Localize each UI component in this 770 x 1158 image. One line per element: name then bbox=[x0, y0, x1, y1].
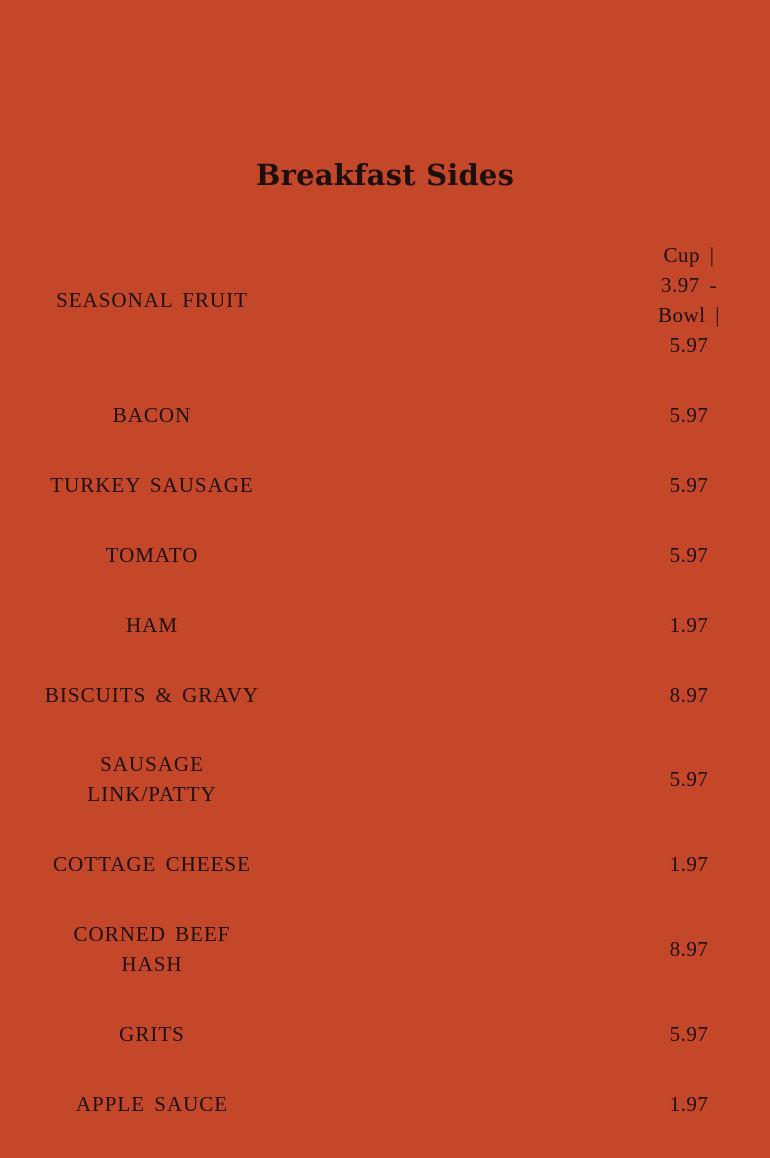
menu-item-price: 5.97 bbox=[669, 403, 709, 427]
menu-item-price: 5.97 bbox=[669, 767, 709, 791]
menu-item-price: Cup | 3.97 - Bowl | 5.97 bbox=[658, 243, 720, 357]
menu-item-name: TURKEY SAUSAGE bbox=[50, 473, 254, 497]
menu-item-name: COTTAGE CHEESE bbox=[53, 852, 251, 876]
menu-title: Breakfast Sides bbox=[255, 158, 515, 192]
menu-item-name: GRITS bbox=[119, 1022, 185, 1046]
menu-item-name: CORNED BEEF HASH bbox=[73, 922, 231, 976]
menu-item-name: SAUSAGE LINK/PATTY bbox=[87, 752, 217, 806]
menu-item-name: SEASONAL FRUIT bbox=[56, 288, 248, 312]
menu-item-name: HAM bbox=[125, 613, 178, 637]
menu-item-name: BISCUITS & GRAVY bbox=[44, 683, 260, 707]
menu-item-price: 5.97 bbox=[669, 473, 709, 497]
menu-item-name: TOMATO bbox=[105, 543, 199, 567]
menu-item-price: 1.97 bbox=[669, 1092, 709, 1116]
menu-item-price: 1.97 bbox=[669, 613, 709, 637]
menu-item-price: 5.97 bbox=[669, 543, 709, 567]
menu-item-price: 8.97 bbox=[669, 937, 709, 961]
menu-item-price: 8.97 bbox=[669, 683, 709, 707]
menu-item-price: 1.97 bbox=[669, 852, 709, 876]
menu-item-name: BACON bbox=[112, 403, 192, 427]
menu-item-name: APPLE SAUCE bbox=[75, 1092, 229, 1116]
menu-item-price: 5.97 bbox=[669, 1022, 709, 1046]
